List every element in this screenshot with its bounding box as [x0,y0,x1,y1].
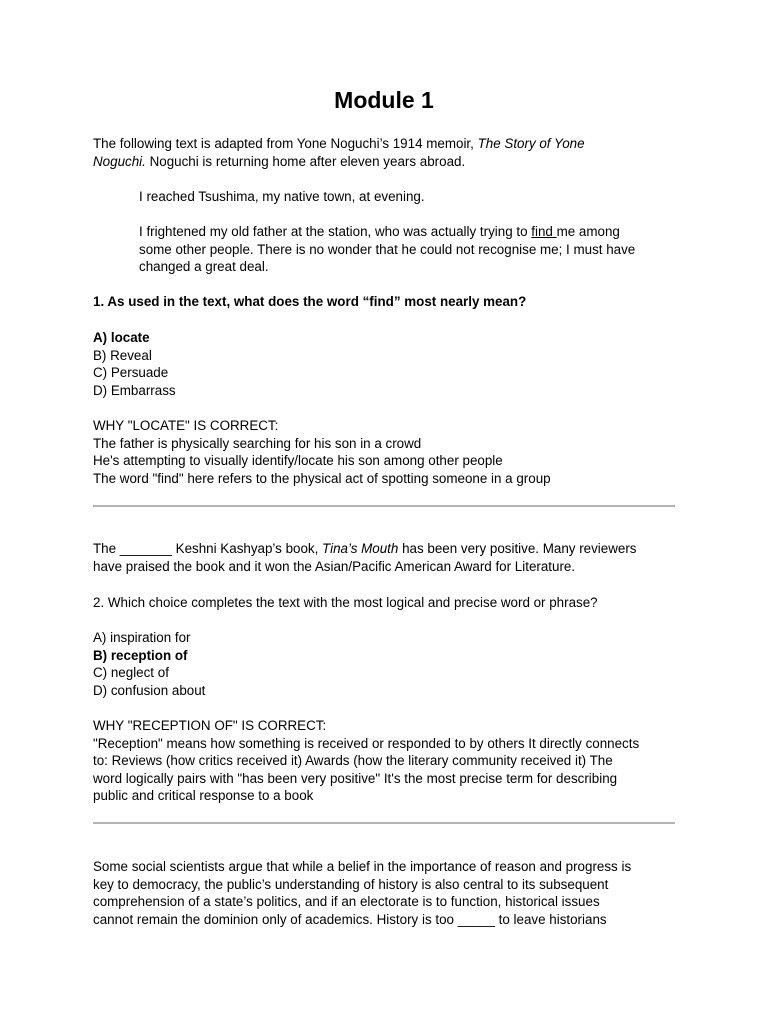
q1-explanation-heading: WHY "LOCATE" IS CORRECT: [93,418,279,433]
q2-option-b-correct: B) reception of [93,647,188,663]
q2-explanation-heading: WHY "RECEPTION OF" IS CORRECT: [93,718,327,733]
q2-options [93,629,683,699]
section-divider-1 [93,505,675,507]
q2-option-c: C) neglect of [93,665,169,681]
q1-intro [93,135,683,170]
q2-option-d: D) confusion about [93,682,206,698]
q1-intro-line-1: The following text is adapted from Yone Noguchi’s 1914 memoir, The Story of Yone [93,136,585,151]
section-divider-2 [93,822,675,824]
q2-passage-line-1: The _______ Keshni Kashyap’s book, Tina’s Mouth has been very positive. Many reviewers [93,541,637,556]
q1-passage-paragraph-1: I reached Tsushima, my native town, at evening. [139,189,425,204]
q1-option-d: D) Embarrass [93,382,176,398]
q2-option-a: A) inspiration for [93,630,191,645]
q1-explanation: WHY "LOCATE" IS CORRECT: The father is physically searching for his son in a crowd He's attempting to visually identify/locate his son among other people The word "find" here refers to the physical act of spotting someone in a group [93,417,683,487]
q1-question: 1. As used in the text, what does the word “find” most nearly mean? [93,294,527,309]
q1-option-b: B) Reveal [93,347,152,363]
q1-passage-paragraph-2: I frightened my old father at the station, who was actually trying to find me among some other people. There is no wonder that he could not recognise me; I must have changed a great deal. [139,223,684,276]
q3-passage: Some social scientists argue that while a belief in the importance of reason and progress is key to democracy, the public’s understanding of history is also central to its subsequent comprehension of a state’s politics, and if an electorate is to function, historical issues cannot remain the dominion only of academics. History is too _____ to leave historians [93,859,632,927]
q2-passage: The _______ Keshni Kashyap’s book, Tina’s Mouth has been very positive. Many reviewers have praised the book and it won the Asian/Pacific American Award for Literature. [93,540,683,575]
page-title: Module 1 [334,87,434,113]
q2-explanation: WHY "RECEPTION OF" IS CORRECT: "Reception" means how something is received or responded to by others It directly connects to: Reviews (how critics received it) Awards (how the literary community received it) The word logically pairs with "has been very positive" It's the most precise term for describing public and critical response to a book [93,717,683,805]
q2-question: 2. Which choice completes the text with the most logical and precise word or phrase? [93,595,598,610]
underlined-word-find: find [531,224,557,239]
q1-option-a-correct: A) locate [93,330,150,345]
q1-options [93,329,683,399]
q1-option-c: C) Persuade [93,365,169,381]
q1-passage-line-1: I frightened my old father at the station, who was actually trying to find me among [139,224,620,239]
q1-intro-line-2: Noguchi. Noguchi is returning home after eleven years abroad. [93,153,466,169]
